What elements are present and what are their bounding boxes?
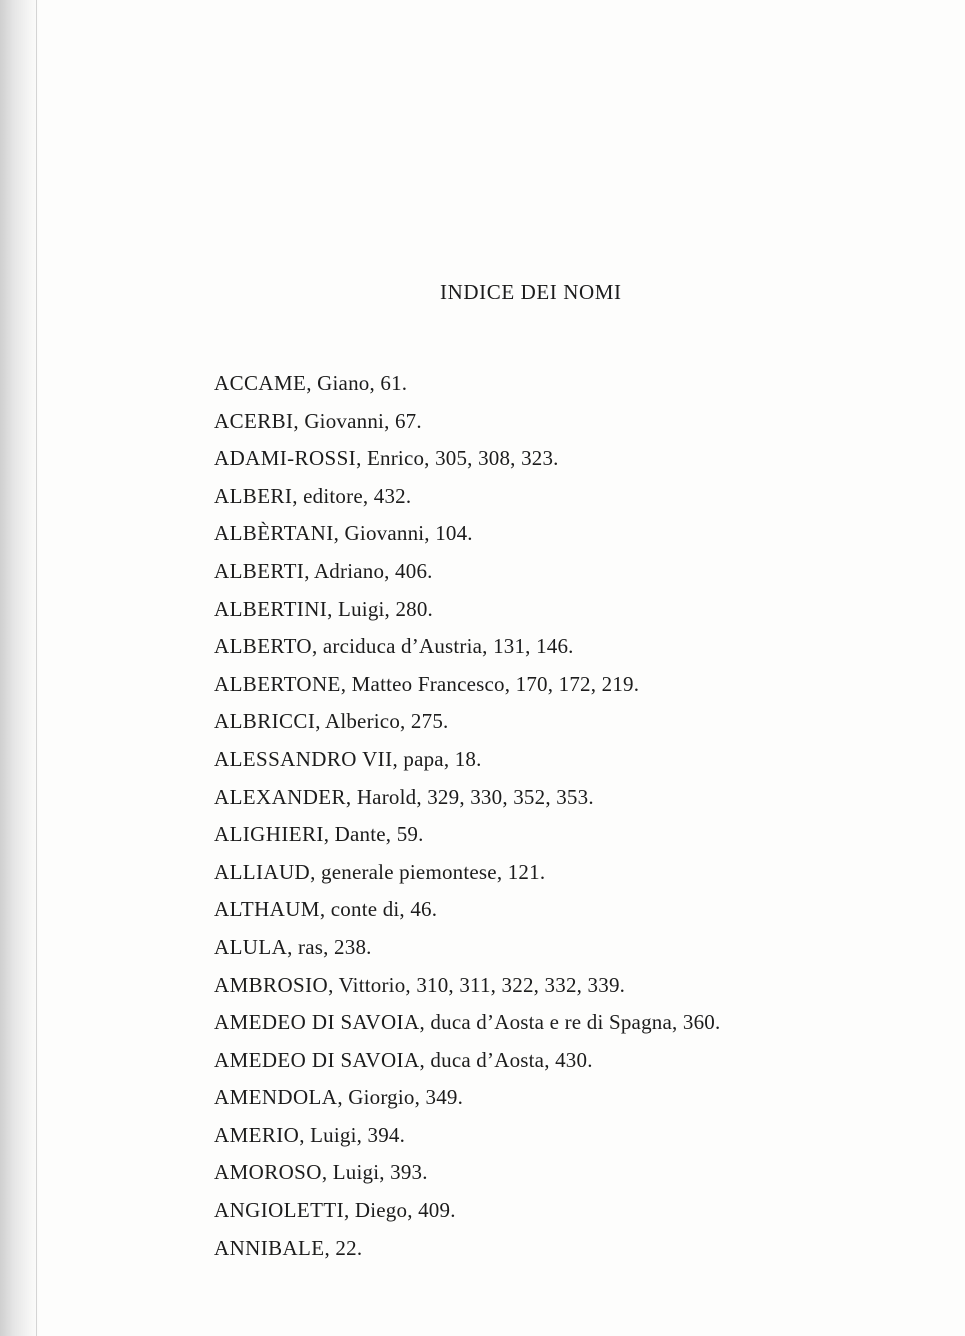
entry-details: , Enrico, 305, 308, 323.	[356, 446, 559, 471]
index-entry	[214, 819, 914, 857]
spine-shadow	[0, 0, 40, 1336]
entry-details: , editore, 432.	[292, 483, 412, 508]
entry-name: AMEDEO DI SAVOIA	[214, 1010, 420, 1035]
entry-name: ALBERTO	[214, 634, 312, 659]
index-entry	[214, 1045, 914, 1083]
spine-line	[36, 0, 37, 1336]
entry-name: ACERBI	[214, 408, 294, 433]
entry-name: ACCAME	[214, 371, 307, 395]
index-entry	[214, 1233, 914, 1271]
index-entry	[214, 1195, 914, 1233]
name-index-list	[214, 368, 914, 1270]
index-entry	[214, 669, 914, 707]
entry-name: ALEXANDER	[214, 784, 346, 809]
index-entry	[214, 594, 914, 632]
entry-name: AMERIO	[214, 1122, 300, 1147]
entry-name: AMEDEO DI SAVOIA	[214, 1047, 420, 1072]
entry-details: , duca d’Aosta, 430.	[419, 1047, 593, 1072]
entry-details: , Harold, 329, 330, 352, 353.	[345, 784, 594, 809]
entry-details: , generale piemontese, 121.	[310, 859, 546, 884]
index-entry	[214, 1120, 914, 1158]
entry-details: , conte di, 46.	[319, 897, 438, 922]
index-entry	[214, 782, 914, 820]
entry-details: , Vittorio, 310, 311, 322, 332, 339.	[328, 972, 626, 997]
entry-details: , Alberico, 275.	[315, 709, 449, 734]
index-entry	[214, 1157, 914, 1195]
entry-details: , arciduca d’Austria, 131, 146.	[312, 634, 574, 659]
entry-details: , Giano, 61.	[306, 371, 408, 395]
index-entry	[214, 932, 914, 970]
index-entry	[214, 744, 914, 782]
index-entry	[214, 556, 914, 594]
index-entry	[214, 857, 914, 895]
entry-name: ALBERTI	[214, 558, 305, 583]
index-entry	[214, 970, 914, 1008]
entry-details: , Luigi, 280.	[327, 596, 434, 621]
entry-details: , 22.	[324, 1235, 363, 1260]
entry-name: ALESSANDRO VII	[214, 746, 393, 771]
entry-name: ALLIAUD	[214, 859, 311, 884]
index-entry	[214, 518, 914, 556]
entry-details: , Matteo Francesco, 170, 172, 219.	[340, 671, 640, 696]
entry-details: , Adriano, 406.	[304, 558, 433, 583]
index-entry	[214, 631, 914, 669]
entry-name: AMENDOLA	[214, 1085, 338, 1110]
index-entry	[214, 706, 914, 744]
index-entry	[214, 894, 914, 932]
entry-details: , duca d’Aosta e re di Spagna, 360.	[419, 1010, 721, 1035]
index-entry	[214, 1082, 914, 1120]
entry-details: , Dante, 59.	[323, 822, 424, 847]
entry-details: , Luigi, 394.	[299, 1122, 406, 1147]
index-entry	[214, 368, 914, 406]
entry-name: ALULA	[214, 934, 288, 959]
entry-name: ALIGHIERI	[214, 822, 324, 847]
entry-name: ALBRICCI	[214, 709, 316, 734]
index-entry	[214, 481, 914, 519]
entry-details: , ras, 238.	[287, 934, 372, 959]
index-entry	[214, 1007, 914, 1045]
page-title: INDICE DEI NOMI	[440, 280, 622, 304]
entry-details: , Diego, 409.	[343, 1198, 456, 1223]
entry-name: ADAMI-ROSSI	[214, 446, 357, 471]
entry-name: AMBROSIO	[214, 972, 329, 997]
index-entry	[214, 406, 914, 444]
entry-name: ALBERI	[214, 483, 293, 508]
entry-details: , Giorgio, 349.	[337, 1085, 464, 1110]
entry-name: AMOROSO	[214, 1160, 322, 1185]
entry-name: ALBERTONE	[214, 671, 341, 696]
entry-name: ANGIOLETTI	[214, 1198, 344, 1223]
entry-name: ALBERTINI	[214, 596, 328, 621]
entry-details: , Giovanni, 67.	[293, 408, 422, 433]
entry-details: , Giovanni, 104.	[333, 521, 473, 546]
entry-name: ANNIBALE	[214, 1235, 325, 1260]
index-entry	[214, 443, 914, 481]
entry-name: ALBÈRTANI	[214, 521, 334, 546]
entry-details: , papa, 18.	[392, 746, 482, 771]
entry-details: , Luigi, 393.	[321, 1160, 428, 1185]
entry-name: ALTHAUM	[214, 897, 320, 922]
